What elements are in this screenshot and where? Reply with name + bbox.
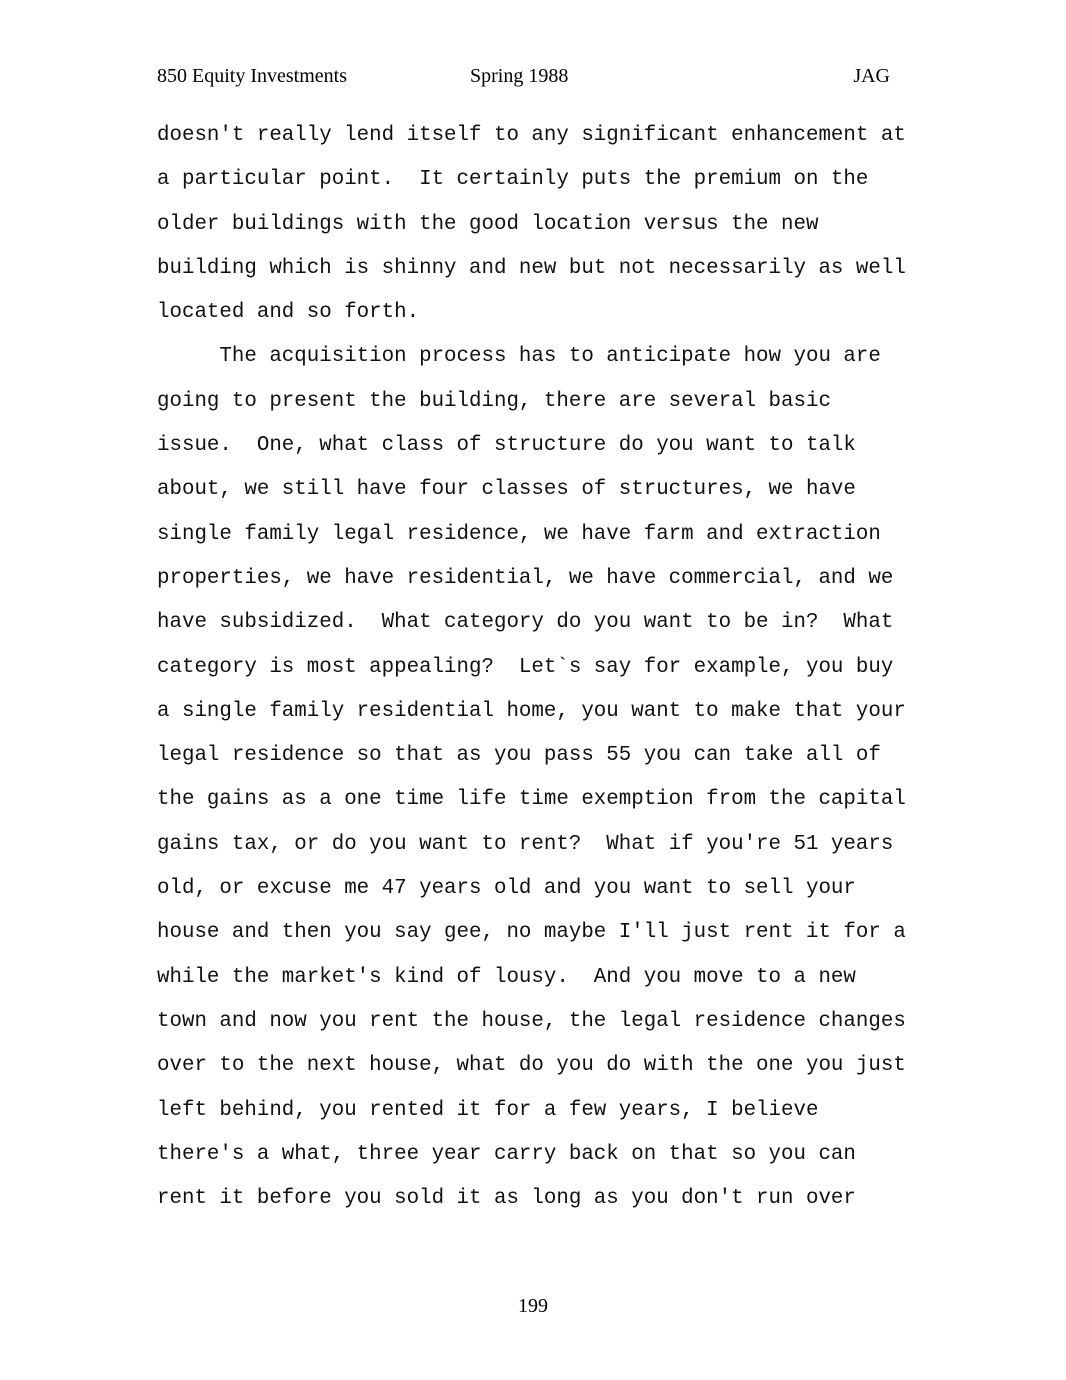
transcript-body — [157, 114, 917, 1221]
text-line: gains tax, or do you want to rent? What if you're 51 years — [157, 832, 894, 856]
header-course-title: 850 Equity Investments — [157, 65, 347, 87]
text-line: doesn't really lend itself to any significant enhancement at — [157, 124, 906, 147]
text-line: older buildings with the good location versus the new — [157, 212, 819, 236]
text-line: located and so forth. — [157, 301, 420, 325]
text-line: legal residence so that as you pass 55 you can take all of — [157, 744, 881, 768]
text-line: town and now you rent the house, the legal residence changes — [157, 1009, 906, 1033]
text-line: about, we still have four classes of structures, we have — [157, 478, 856, 502]
header-initials: JAG — [853, 65, 890, 87]
text-line: while the market's kind of lousy. And you move to a new — [157, 965, 856, 989]
text-line: there's a what, three year carry back on that so you can — [157, 1142, 856, 1166]
header-term: Spring 1988 — [470, 65, 569, 87]
page-header — [157, 62, 890, 90]
text-line: a single family residential home, you want to make that your — [157, 699, 906, 723]
text-line: single family legal residence, we have farm and extraction — [157, 522, 881, 546]
text-line: a particular point. It certainly puts the premium on the — [157, 168, 869, 192]
text-line: properties, we have residential, we have commercial, and we — [157, 566, 894, 590]
text-line: The acquisition process has to anticipate how you are — [157, 345, 881, 369]
text-line: over to the next house, what do you do with the one you just — [157, 1054, 906, 1078]
text-line: house and then you say gee, no maybe I'll just rent it for a — [157, 921, 906, 945]
page-number: 199 — [518, 1295, 548, 1317]
text-line: building which is shinny and new but not necessarily as well — [157, 256, 906, 280]
text-line: old, or excuse me 47 years old and you want to sell your — [157, 877, 856, 901]
text-line: left behind, you rented it for a few years, I believe — [157, 1098, 819, 1122]
text-line: going to present the building, there are several basic — [157, 389, 831, 413]
text-line: have subsidized. What category do you want to be in? What — [157, 611, 894, 635]
text-line: the gains as a one time life time exemption from the capital — [157, 788, 906, 812]
text-line: rent it before you sold it as long as you don't run over — [157, 1187, 856, 1211]
text-line: issue. One, what class of structure do you want to talk — [157, 434, 856, 458]
text-line: category is most appealing? Let`s say for example, you buy — [157, 655, 894, 679]
